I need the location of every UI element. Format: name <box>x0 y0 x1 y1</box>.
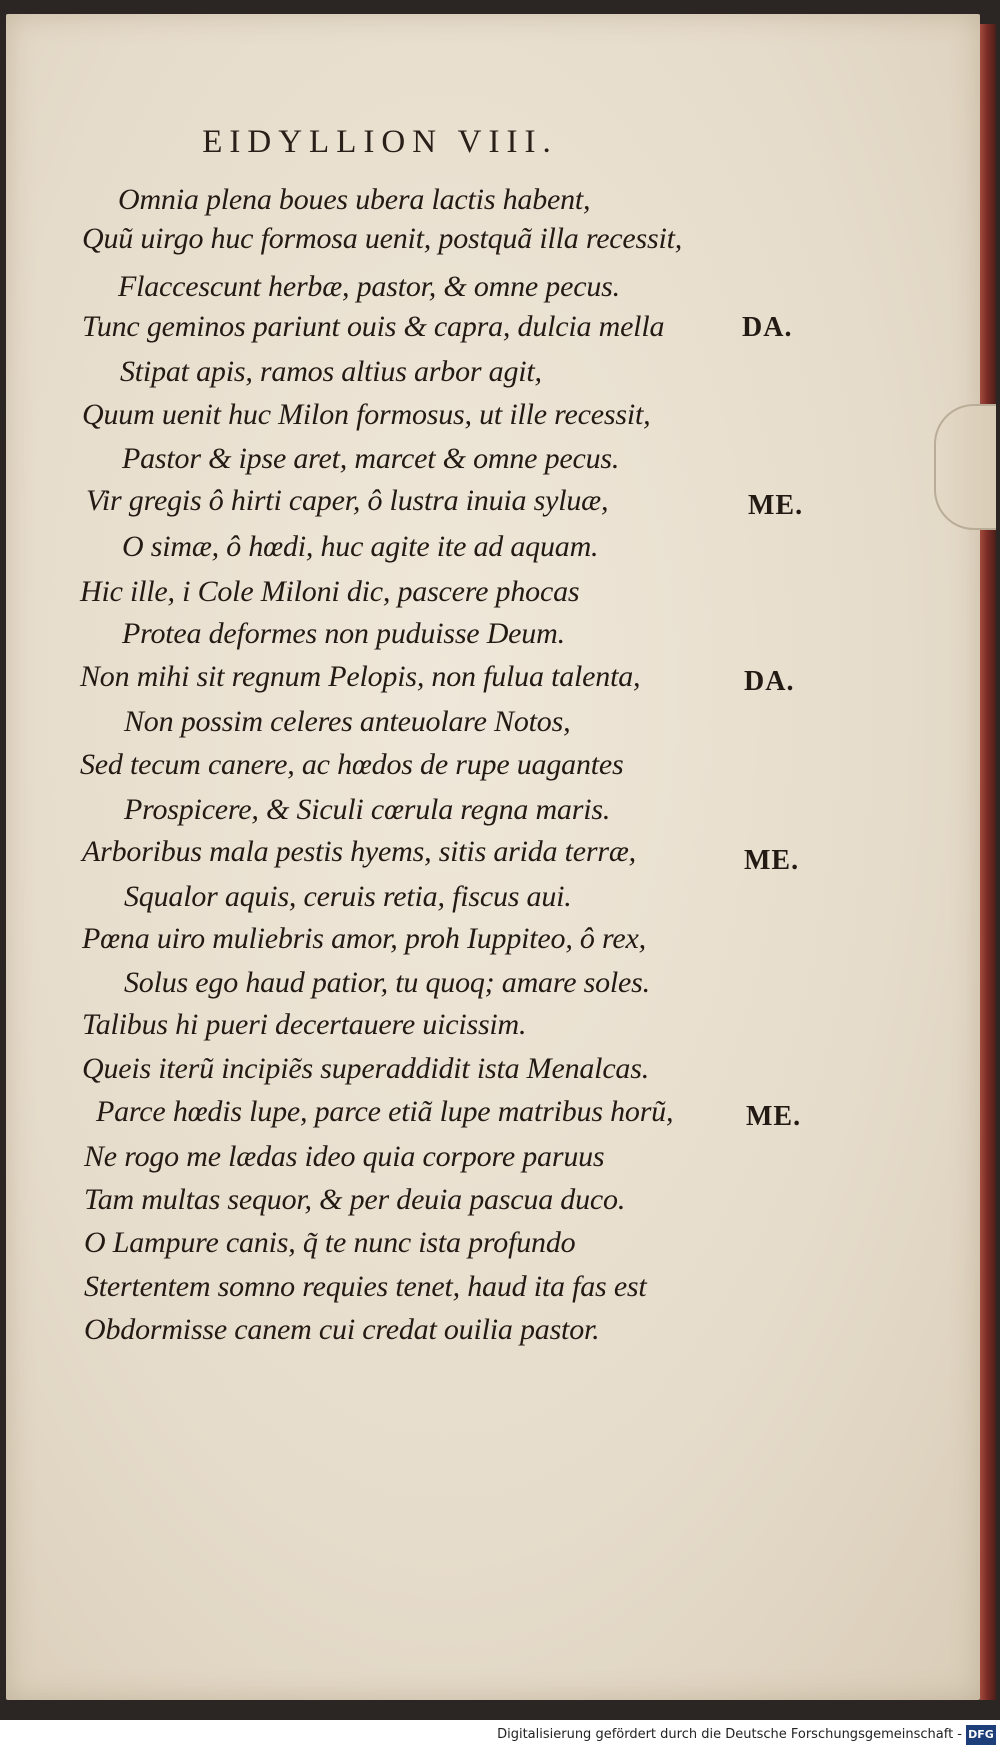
speaker-label: DA. <box>744 666 795 697</box>
verse-line: Queis iterũ incipiẽs superaddidit ista Menalcas. <box>82 1052 650 1085</box>
verse-line: Pastor & ipse aret, marcet & omne pecus. <box>122 442 620 475</box>
verse-line: Obdormisse canem cui credat ouilia pastor. <box>84 1313 600 1346</box>
verse-line: Sed tecum canere, ac hœdos de rupe uagantes <box>80 748 624 781</box>
verse-line: Protea deformes non puduisse Deum. <box>122 617 565 650</box>
verse-line: O simæ, ô hœdi, huc agite ite ad aquam. <box>122 530 599 563</box>
verse-line: Quũ uirgo huc formosa uenit, postquã illa recessit, <box>82 222 683 255</box>
verse-line: Pœna uiro muliebris amor, proh Iuppiteo, ô rex, <box>82 922 646 955</box>
speaker-label: ME. <box>748 490 804 521</box>
verse-line: Vir gregis ô hirti caper, ô lustra inuia syluæ, <box>86 484 609 517</box>
verse-line: Parce hœdis lupe, parce etiã lupe matribus horũ, <box>96 1095 674 1128</box>
verse-line: Talibus hi pueri decertauere uicissim. <box>82 1008 527 1041</box>
footer-credit: Digitalisierung gefördert durch die Deutsche Forschungsgemeinschaft - <box>497 1727 962 1742</box>
verse-line: Non mihi sit regnum Pelopis, non fulua talenta, <box>80 660 641 693</box>
verse-line: Stipat apis, ramos altius arbor agit, <box>120 355 542 388</box>
verse-line: Arboribus mala pestis hyems, sitis arida terræ, <box>82 835 636 868</box>
speaker-label: DA. <box>742 312 793 343</box>
verse-line: Flaccescunt herbæ, pastor, & omne pecus. <box>118 270 620 303</box>
verse-line: Non possim celeres anteuolare Notos, <box>124 705 571 738</box>
speaker-label: ME. <box>744 845 800 876</box>
verse-line: Hic ille, i Cole Miloni dic, pascere phocas <box>80 575 580 608</box>
verse-line: Omnia plena boues ubera lactis habent, <box>118 183 591 216</box>
digitization-footer <box>0 1720 1000 1752</box>
verse-line: Solus ego haud patior, tu quoq; amare soles. <box>124 966 650 999</box>
verse-line: Tam multas sequor, & per deuia pascua duco. <box>84 1183 626 1216</box>
running-head: EIDYLLION VIII. <box>202 124 558 160</box>
verse-line: Ne rogo me lædas ideo quia corpore paruus <box>84 1140 605 1173</box>
verse-line: Quum uenit huc Milon formosus, ut ille recessit, <box>82 398 651 431</box>
speaker-label: ME. <box>746 1101 802 1132</box>
verse-line: O Lampure canis, q̃ te nunc ista profundo <box>84 1226 576 1259</box>
verse-line: Stertentem somno requies tenet, haud ita fas est <box>84 1270 647 1303</box>
page-edge <box>980 24 996 1700</box>
verse-line: Squalor aquis, ceruis retia, fiscus aui. <box>124 880 572 913</box>
verse-line: Tunc geminos pariunt ouis & capra, dulcia mella <box>82 310 665 343</box>
verse-line: Prospicere, & Siculi cœrula regna maris. <box>124 793 611 826</box>
dfg-logo: DFG <box>966 1725 996 1745</box>
